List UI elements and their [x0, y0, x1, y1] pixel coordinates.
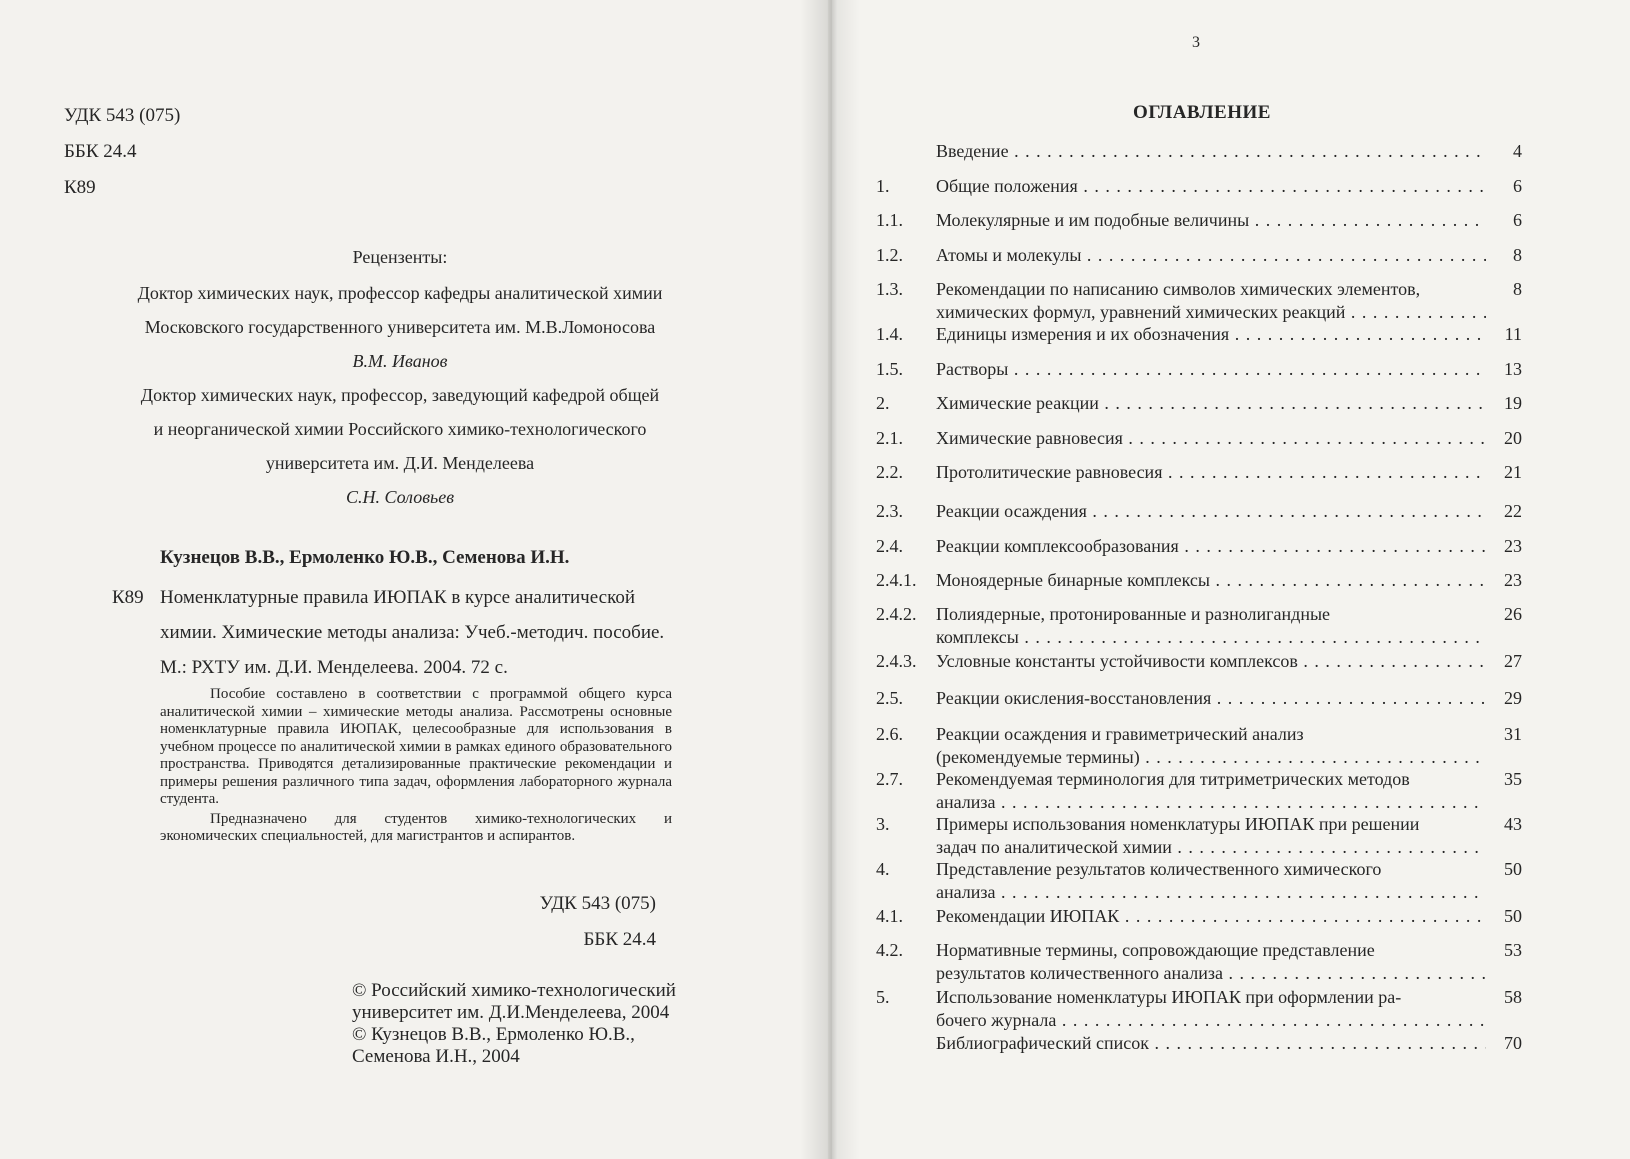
toc-entry-number: 3. — [876, 814, 890, 834]
biblio-text — [160, 580, 705, 685]
toc-entry-title — [936, 650, 1486, 673]
toc-entry-number: 2. — [876, 393, 890, 413]
toc-entry-number: 2.4. — [876, 536, 903, 556]
toc-entry-title — [936, 461, 1486, 484]
page-number: 3 — [1192, 34, 1200, 51]
toc-entry-page: 13 — [1504, 359, 1522, 379]
toc-entry-line: Общие положения . . . — [936, 175, 1486, 198]
udk-line: УДК 543 (075) — [539, 893, 656, 914]
reviewer-line: и неорганической химии Российского химико-технологического — [153, 419, 647, 439]
biblio-line: М.: РХТУ им. Д.И. Менделеева. 2004. 72 с. — [160, 657, 508, 678]
toc-entry-page: 27 — [1504, 651, 1522, 671]
copyright-line: © Российский химико-технологический — [352, 980, 676, 1001]
toc-entry-number: 1.2. — [876, 245, 903, 265]
toc-entry-page: 43 — [1504, 814, 1522, 834]
biblio-line: химии. Химические методы анализа: Учеб.-методич. пособие. — [160, 622, 665, 643]
toc-entry-page: 4 — [1513, 141, 1522, 161]
toc-entry-line: Примеры использования номенклатуры ИЮПАК при решении — [936, 814, 1420, 834]
toc-entry-number: 4.1. — [876, 906, 903, 926]
toc-entry-page: 20 — [1504, 428, 1522, 448]
udk-bottom — [490, 886, 656, 958]
reviewer-line: Московского государственного университета им. М.В.Ломоносова — [144, 317, 656, 337]
toc-entry-title — [936, 500, 1486, 523]
toc-entry-line: Рекомендации ИЮПАК . . . — [936, 905, 1486, 928]
toc-entry-number: 4.2. — [876, 940, 903, 960]
toc-entry-line: Реакции осаждения и гравиметрический анализ — [936, 724, 1304, 744]
toc-entry-page: 58 — [1504, 987, 1522, 1007]
toc-entry-page: 35 — [1504, 769, 1522, 789]
toc-entry-title — [936, 1032, 1486, 1055]
copyright-line: университет им. Д.И.Менделеева, 2004 — [352, 1002, 670, 1023]
table-of-contents — [832, 0, 1630, 1159]
toc-entry-number: 2.4.3. — [876, 651, 917, 671]
reviewer-line: Доктор химических наук, профессор кафедры аналитической химии — [137, 283, 663, 303]
toc-entry-number: 2.4.2. — [876, 604, 917, 624]
udk-block — [64, 98, 180, 206]
copyright-line: Семенова И.Н., 2004 — [352, 1046, 520, 1067]
toc-entry-page: 26 — [1504, 604, 1522, 624]
toc-entry-page: 23 — [1504, 570, 1522, 590]
toc-entry-page: 6 — [1513, 176, 1522, 196]
toc-entry-page: 21 — [1504, 462, 1522, 482]
toc-entry-title — [936, 905, 1486, 928]
bbk-line: ББК 24.4 — [64, 141, 137, 162]
toc-entry-number: 4. — [876, 859, 890, 879]
abstract — [160, 686, 672, 846]
toc-entry-page: 22 — [1504, 501, 1522, 521]
toc-entry-number: 2.4.1. — [876, 570, 917, 590]
abstract-paragraph: Предназначено для студентов химико-технологических и экономических специальностей, для магистрантов и аспирантов. — [160, 810, 672, 844]
right-page — [832, 0, 1630, 1159]
copyright-line: © Кузнецов В.В., Ермоленко Ю.В., — [352, 1024, 635, 1045]
toc-entry-line: химических формул, уравнений химических реакций . . . — [936, 301, 1486, 324]
toc-entry-title — [936, 140, 1486, 163]
toc-entry-title — [936, 723, 1486, 769]
reviewer-name: С.Н. Соловьев — [345, 487, 455, 507]
toc-title: ОГЛАВЛЕНИЕ — [1133, 102, 1271, 123]
toc-entry-number: 2.5. — [876, 688, 903, 708]
toc-entry-line: Реакции осаждения . . . — [936, 500, 1486, 523]
toc-entry-line: Химические равновесия . . . — [936, 427, 1486, 450]
biblio-code: К89 — [112, 587, 144, 608]
toc-entry-number: 1.5. — [876, 359, 903, 379]
reviewer-name: В.М. Иванов — [352, 351, 448, 371]
toc-entry-line: Протолитические равновесия . . . — [936, 461, 1486, 484]
toc-entry-page: 19 — [1504, 393, 1522, 413]
toc-entry-number: 1. — [876, 176, 890, 196]
toc-entry-line: результатов количественного анализа . . . — [936, 962, 1486, 985]
toc-entry-title — [936, 813, 1486, 859]
toc-entry-title — [936, 569, 1486, 592]
toc-entry-page: 70 — [1504, 1033, 1522, 1053]
toc-entry-line: Рекомендации по написанию символов химических элементов, — [936, 279, 1421, 299]
reviewer-line: Доктор химических наук, профессор, заведующий кафедрой общей — [140, 385, 660, 405]
toc-entry-line: Рекомендуемая терминология для титриметрических методов — [936, 769, 1410, 789]
copyright — [352, 980, 676, 1068]
toc-entry-line: Полиядерные, протонированные и разнолигандные — [936, 604, 1331, 624]
toc-entry-number: 2.3. — [876, 501, 903, 521]
toc-entry-page: 50 — [1504, 906, 1522, 926]
reviewers-lines — [80, 276, 720, 514]
toc-entry-line: Реакции окисления-восстановления . . . — [936, 687, 1486, 710]
toc-entry-line: Молекулярные и им подобные величины . . . — [936, 209, 1486, 232]
reviewers-title: Рецензенты: — [352, 247, 448, 267]
toc-entry-line: Представление результатов количественного химического — [936, 859, 1382, 879]
toc-entry-number: 2.6. — [876, 724, 903, 744]
toc-entry-title — [936, 768, 1486, 814]
toc-entry-line: Библиографический список . . . — [936, 1032, 1486, 1055]
udk-line: УДК 543 (075) — [64, 105, 181, 126]
toc-entry-title — [936, 244, 1486, 267]
toc-entry-title — [936, 535, 1486, 558]
toc-entry-line: Моноядерные бинарные комплексы . . . — [936, 569, 1486, 592]
toc-entry-page: 8 — [1513, 279, 1522, 299]
k89-line: К89 — [64, 177, 96, 198]
toc-entry-line: Условные константы устойчивости комплексов . . . — [936, 650, 1486, 673]
toc-entry-page: 8 — [1513, 245, 1522, 265]
toc-entry-line: Введение . . . — [936, 140, 1486, 163]
toc-entry-title — [936, 427, 1486, 450]
toc-entry-line: анализа . . . — [936, 881, 1486, 904]
toc-entry-page: 11 — [1504, 324, 1522, 344]
toc-entry-number: 1.1. — [876, 210, 903, 230]
toc-entry-page: 29 — [1504, 688, 1522, 708]
authors: Кузнецов В.В., Ермоленко Ю.В., Семенова И.Н. — [160, 547, 570, 568]
toc-entry-title — [936, 687, 1486, 710]
toc-entry-number: 1.3. — [876, 279, 903, 299]
toc-entry-line: Единицы измерения и их обозначения . . . — [936, 323, 1486, 346]
toc-entry-line: Использование номенклатуры ИЮПАК при оформлении ра- — [936, 987, 1402, 1007]
toc-entry-title — [936, 939, 1486, 985]
toc-entry-number: 2.7. — [876, 769, 903, 789]
toc-entry-title — [936, 603, 1486, 649]
book-gutter-shadow — [800, 0, 860, 1159]
toc-entry-page: 50 — [1504, 859, 1522, 879]
toc-entry-line: (рекомендуемые термины) . . . — [936, 746, 1486, 769]
toc-entry-title — [936, 358, 1486, 381]
toc-entry-line: Атомы и молекулы . . . — [936, 244, 1486, 267]
toc-entry-line: бочего журнала . . . — [936, 1009, 1486, 1032]
bbk-line: ББК 24.4 — [583, 929, 656, 950]
toc-entry-line: задач по аналитической химии . . . — [936, 836, 1486, 859]
toc-entry-page: 53 — [1504, 940, 1522, 960]
toc-entry-line: Растворы . . . — [936, 358, 1486, 381]
toc-entry-number: 2.1. — [876, 428, 903, 448]
toc-entry-page: 6 — [1513, 210, 1522, 230]
bibliographic-record — [112, 580, 712, 685]
reviewers-block — [80, 240, 720, 514]
toc-entry-title — [936, 392, 1486, 415]
toc-entry-page: 31 — [1504, 724, 1522, 744]
toc-entry-line: Реакции комплексообразования . . . — [936, 535, 1486, 558]
toc-entry-title — [936, 209, 1486, 232]
toc-entry-line: Химические реакции . . . — [936, 392, 1486, 415]
toc-entry-title — [936, 323, 1486, 346]
toc-entry-title — [936, 986, 1486, 1032]
toc-entry-title — [936, 175, 1486, 198]
toc-entry-line: анализа . . . — [936, 791, 1486, 814]
abstract-paragraph: Пособие составлено в соответствии с программой общего курса аналитической химии – химические методы анализа. Рассмотрены основные номенклатурные правила ИЮПАК, целесообразные для использования в учебном процессе по аналитической химии в рамках единого образовательного пространства. Приводятся детализированные практические рекомендации и примеры решения различного типа задач, оформления лабораторного журнала студента. — [160, 686, 672, 807]
toc-entry-line: Нормативные термины, сопровождающие представление — [936, 940, 1375, 960]
toc-entry-title — [936, 278, 1486, 324]
toc-entry-page: 23 — [1504, 536, 1522, 556]
toc-entry-number: 2.2. — [876, 462, 903, 482]
toc-entry-number: 5. — [876, 987, 890, 1007]
biblio-line: Номенклатурные правила ИЮПАК в курсе аналитической — [160, 587, 636, 608]
toc-entry-title — [936, 858, 1486, 904]
toc-entry-line: комплексы . . . — [936, 626, 1486, 649]
reviewer-line: университета им. Д.И. Менделеева — [265, 453, 535, 473]
toc-entry-number: 1.4. — [876, 324, 903, 344]
